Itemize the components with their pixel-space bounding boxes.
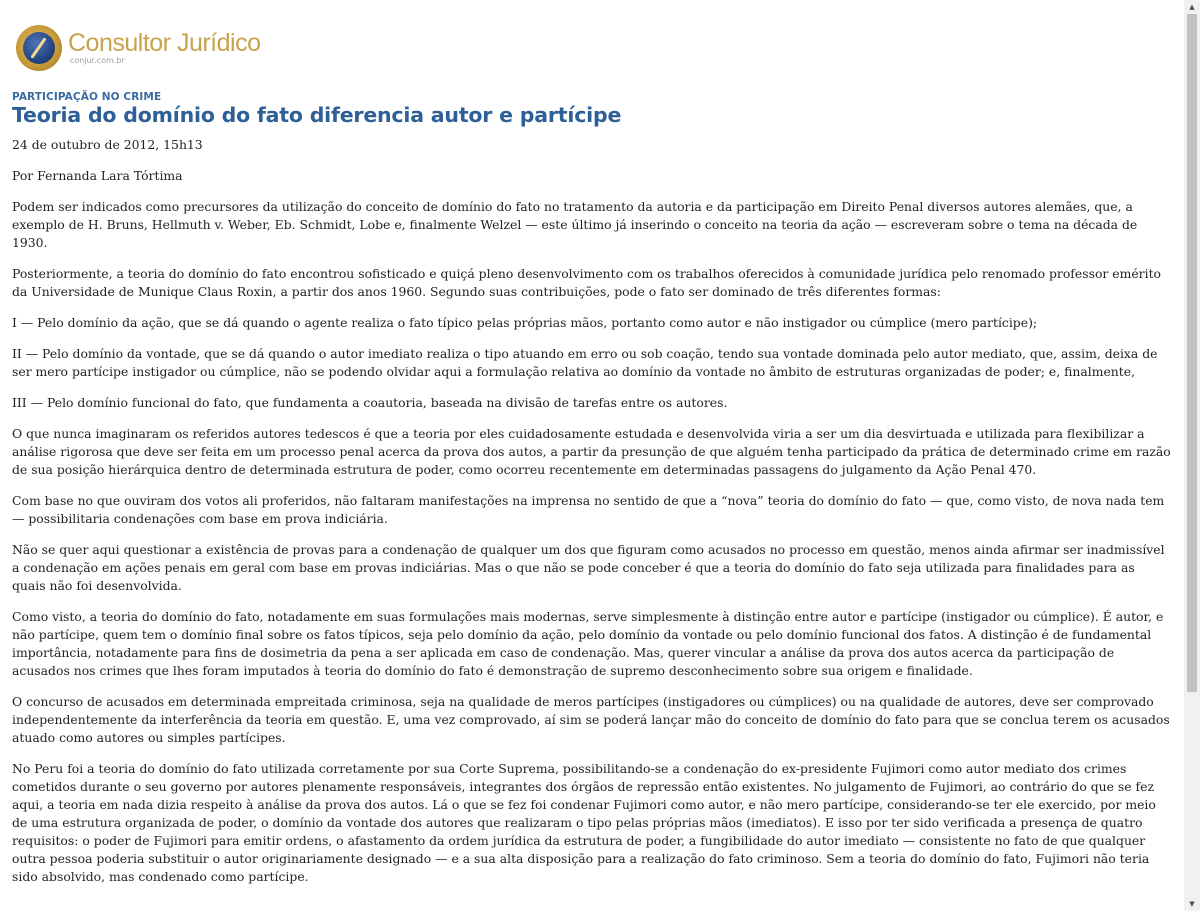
article-date: 24 de outubro de 2012, 15h13 — [12, 137, 203, 152]
article-paragraph: I — Pelo domínio da ação, que se dá quando o agente realiza o fato típico pelas próprias mãos, portanto como autor e não instigador ou cúmplice (mero partícipe); — [12, 315, 1038, 330]
article-kicker: PARTICIPAÇÃO NO CRIME — [12, 91, 162, 103]
conjur-globe-emblem-icon — [16, 25, 62, 71]
article-body — [12, 198, 1172, 899]
article-paragraph: Não se quer aqui questionar a existência de provas para a condenação de qualquer um dos que figuram como acusados no processo em questão, menos ainda afirmar ser inadmissível a condenação em ações penais em geral com base em provas indiciárias. Mas o que não se pode conceber é que a teoria do domínio do fato seja utilizada para finalidades para as quais não foi desenvolvida. — [12, 542, 1165, 593]
article-paragraph: III — Pelo domínio funcional do fato, que fundamenta a coautoria, baseada na divisão de tarefas entre os autores. — [12, 395, 728, 410]
article-paragraph: O concurso de acusados em determinada empreitada criminosa, seja na qualidade de meros partícipes (instigadores ou cúmplices) ou na qualidade de autores, deve ser comprovado independentemente da interferência da teoria em questão. E, uma vez comprovado, aí sim se poderá lançar mão do conceito de domínio do fato para que se conclua terem os acusados atuado como autores ou simples partícipes. — [12, 694, 1170, 745]
article-paragraph: Com base no que ouviram dos votos ali proferidos, não faltaram manifestações na imprensa no sentido de que a “nova” teoria do domínio do fato — que, como visto, de nova nada tem — possibilitaria condenações com base em prova indiciária. — [12, 493, 1165, 526]
article-paragraph: No Peru foi a teoria do domínio do fato utilizada corretamente por sua Corte Suprema, possibilitando-se a condenação do ex-presidente Fujimori como autor mediato dos crimes cometidos durante o seu governo por autores plenamente responsáveis, integrantes dos órgãos de repressão então existentes. No julgamento de Fujimori, ao contrário do que se fez aqui, a teoria em nada dizia respeito à análise da prova dos autos. Lá o que se fez foi condenar Fujimori como autor, e não mero partícipe, considerando-se ter ele exercido, por meio de uma estrutura organizada de poder, o domínio da vontade dos autores que realizaram o tipo pelas próprias mãos (imediatos). E isso por ter sido verificada a presença de quatro requisitos: o poder de Fujimori para emitir ordens, o afastamento da ordem jurídica da estrutura de poder, a fungibilidade do autor imediato — consistente no fato de que qualquer outra pessoa poderia substituir o autor originariamente designado — e a sua alta disposição para a realização do fato criminoso. Sem a teoria do domínio do fato, Fujimori não teria sido absolvido, mas condenado como partícipe. — [12, 761, 1156, 884]
scroll-up-arrow-icon[interactable]: ▲ — [1189, 3, 1195, 11]
site-name: Consultor Jurídico — [68, 29, 261, 57]
article-paragraph: Posteriormente, a teoria do domínio do fato encontrou sofisticado e quiçá pleno desenvolvimento com os trabalhos oferecidos à comunidade jurídica pelo renomado professor emérito da Universidade de Munique Claus Roxin, a partir dos anos 1960. Segundo suas contribuições, pode o fato ser dominado de três diferentes formas: — [12, 266, 1162, 299]
article-paragraph: O que nunca imaginaram os referidos autores tedescos é que a teoria por eles cuidadosamente estudada e desenvolvida viria a ser um dia desvirtuada e utilizada para flexibilizar a análise rigorosa que deve ser feita em um processo penal acerca da prova dos autos, a partir da presunção de que alguém tenha participado da prática de determinado crime em razão de sua posição hierárquica dentro de determinada estrutura de poder, como ocorreu recentemente em determinadas passagens do julgamento da Ação Penal 470. — [12, 426, 1171, 477]
scrollbar-thumb[interactable] — [1187, 14, 1197, 692]
article-byline: Por Fernanda Lara Tórtima — [12, 168, 183, 183]
vertical-scrollbar[interactable] — [1184, 0, 1200, 911]
article-paragraph: II — Pelo domínio da vontade, que se dá quando o autor imediato realiza o tipo atuando em erro ou sob coação, tendo sua vontade dominada pelo autor mediato, que, assim, deixa de ser mero partícipe instigador ou cúmplice, não se podendo olvidar aqui a formulação relativa ao domínio da vontade no âmbito de estruturas organizadas de poder; e, finalmente, — [12, 346, 1158, 379]
article-paragraph: Como visto, a teoria do domínio do fato, notadamente em suas formulações mais modernas, serve simplesmente à distinção entre autor e partícipe (instigador ou cúmplice). É autor, e não partícipe, quem tem o domínio final sobre os fatos típicos, seja pelo domínio da ação, pelo domínio da vontade ou pelo domínio funcional dos fatos. A distinção é de fundamental importância, notadamente para fins de dosimetria da pena a ser aplicada em caso de condenação. Mas, querer vincular a análise da prova dos autos acerca da participação de acusados nos crimes que lhes foram imputados à teoria do domínio do fato é demonstração de supremo desconhecimento sobre sua origem e finalidade. — [12, 609, 1164, 678]
article-title: Teoria do domínio do fato diferencia autor e partícipe — [12, 103, 622, 127]
site-domain: conjur.com.br — [70, 56, 125, 65]
article-paragraph: Podem ser indicados como precursores da utilização do conceito de domínio do fato no tratamento da autoria e da participação em Direito Penal diversos autores alemães, que, a exemplo de H. Bruns, Hellmuth v. Weber, Eb. Schmidt, Lobe e, finalmente Welzel — este último já inserindo o conceito na teoria da ação — escreveram sobre o tema na década de 1930. — [12, 199, 1138, 250]
site-logo[interactable] — [16, 25, 260, 71]
scroll-down-arrow-icon[interactable]: ▼ — [1189, 900, 1195, 908]
